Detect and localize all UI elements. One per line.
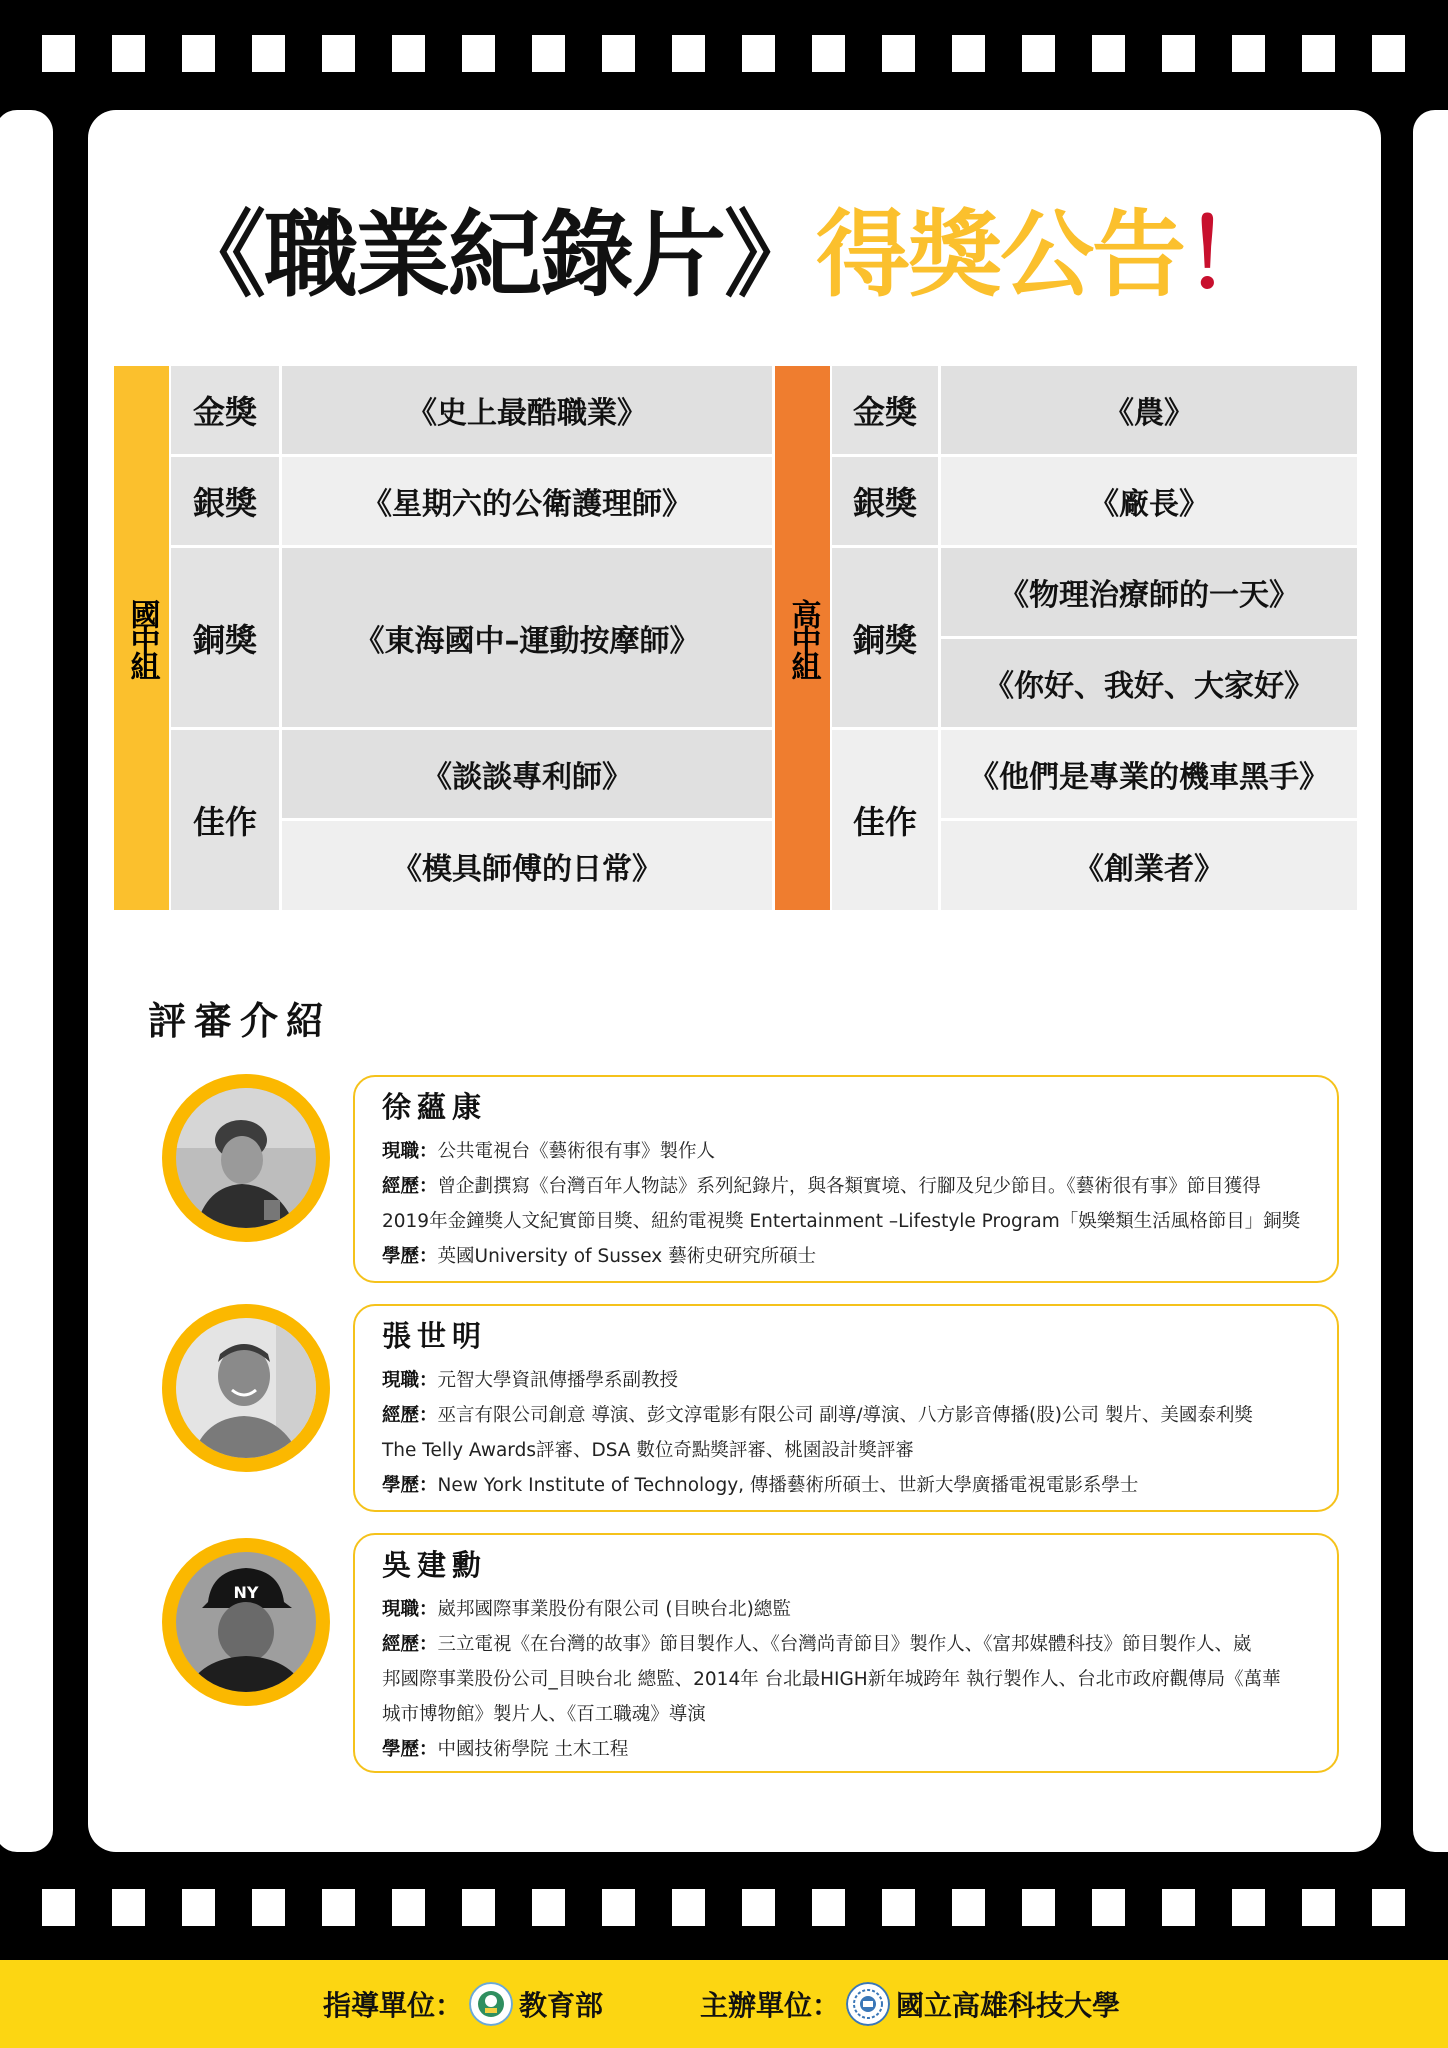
education-label: 學歷: [382, 1475, 420, 1496]
judge-job: 現職：元智大學資訊傳播學系副教授: [382, 1370, 679, 1391]
experience-label: 經歷: [382, 1176, 420, 1197]
judge-experience-line: 曾企劃撰寫《台灣百年人物誌》系列紀錄片，與各類實境、行腳及兒少節目。《藝術很有事》節目獲得: [437, 1176, 1261, 1197]
judges-section-title: 評審介紹: [148, 999, 333, 1043]
judge-education-text: New York Institute of Technology, 傳播藝術所碩士、世新大學廣播電視電影系學士: [437, 1475, 1139, 1496]
senior-merit-label: 佳作: [832, 730, 938, 910]
senior-bronze-entry-2: 《你好、我好、大家好》: [941, 639, 1357, 727]
film-holes-top: [0, 35, 1448, 75]
title-announcement: 得獎公告: [815, 201, 1184, 310]
senior-bronze-label: 銅獎: [832, 548, 938, 727]
junior-bronze-label: 銅獎: [171, 548, 279, 727]
film-hole: [322, 35, 355, 72]
senior-silver-entry: 《廠長》: [941, 457, 1357, 545]
experience-label: 經歷: [382, 1634, 420, 1655]
judge-job: 現職：公共電視台《藝術很有事》製作人: [382, 1141, 716, 1162]
film-hole: [462, 35, 495, 72]
judge-avatar: [162, 1538, 330, 1706]
film-hole: [252, 35, 285, 72]
film-hole: [1022, 35, 1055, 72]
advisor-label: 指導單位：: [323, 1989, 464, 2022]
advisor-name: 教育部: [519, 1989, 604, 2022]
junior-group-bar: [114, 366, 169, 910]
film-hole: [252, 1889, 285, 1926]
judge-experience-line: 城市博物館》製片人、《百工職魂》導演: [382, 1704, 706, 1725]
film-hole: [392, 1889, 425, 1926]
senior-silver-label: 銀獎: [832, 457, 938, 545]
experience-label: 經歷: [382, 1405, 420, 1426]
organizer-name: 國立高雄科技大學: [896, 1989, 1121, 2022]
senior-gold-label: 金獎: [832, 366, 938, 454]
film-hole: [882, 1889, 915, 1926]
film-hole: [882, 35, 915, 72]
education-label: 學歷: [382, 1739, 420, 1760]
judge-job: 現職：崴邦國際事業股份有限公司 (目映台北)總監: [382, 1599, 791, 1620]
judge-education: 學歷：中國技術學院 土木工程: [382, 1739, 629, 1760]
judge-education-text: 中國技術學院 土木工程: [437, 1739, 629, 1760]
advisor: [323, 1960, 603, 2048]
judge-job-text: 崴邦國際事業股份有限公司 (目映台北)總監: [437, 1599, 791, 1620]
film-hole: [1232, 35, 1265, 72]
judge-card: [353, 1075, 1339, 1283]
film-hole: [742, 1889, 775, 1926]
judge-avatar: [162, 1074, 330, 1242]
footer: [0, 1960, 1448, 2048]
judge-experience-line: 2019年金鐘獎人文紀實節目獎、紐約電視獎 Entertainment –Lifestyle Program「娛樂類生活風格節目」銅獎: [382, 1211, 1301, 1232]
education-label: 學歷: [382, 1246, 420, 1267]
film-hole: [1092, 35, 1125, 72]
film-hole: [182, 1889, 215, 1926]
organizer: [700, 1960, 1120, 2048]
senior-merit-entry-1: 《他們是專業的機車黑手》: [941, 730, 1357, 818]
junior-group-label: 國中組: [124, 599, 160, 677]
judge-job-text: 公共電視台《藝術很有事》製作人: [437, 1141, 716, 1162]
judge-avatar: [162, 1304, 330, 1472]
job-label: 現職: [382, 1141, 420, 1162]
junior-bronze-entry: 《東海國中–運動按摩師》: [282, 548, 772, 727]
judge-experience-line: 邦國際事業股份公司_目映台北 總監、2014年 台北最HIGH新年城跨年 執行製作人、台北市政府觀傳局《萬華: [382, 1669, 1281, 1690]
film-hole: [322, 1889, 355, 1926]
film-hole: [532, 1889, 565, 1926]
film-hole: [672, 1889, 705, 1926]
judge-experience: 經歷：曾企劃撰寫《台灣百年人物誌》系列紀錄片，與各類實境、行腳及兒少節目。《藝術很有事》節目獲得: [382, 1176, 1261, 1197]
film-hole: [1302, 35, 1335, 72]
senior-bronze-entry-1: 《物理治療師的一天》: [941, 548, 1357, 636]
film-hole: [532, 35, 565, 72]
judge-name: 張世明: [382, 1319, 488, 1353]
film-hole: [742, 35, 775, 72]
judge-education-text: 英國University of Sussex 藝術史研究所碩士: [437, 1246, 817, 1267]
page-title: [0, 196, 1448, 316]
nkust-logo: [846, 1982, 890, 2026]
film-hole: [602, 1889, 635, 1926]
judge-photo: [176, 1552, 316, 1692]
film-strip-right: [1413, 110, 1448, 1852]
film-hole: [1092, 1889, 1125, 1926]
senior-merit-entry-2: 《創業者》: [941, 821, 1357, 910]
film-hole: [112, 35, 145, 72]
judge-experience-line: 三立電視《在台灣的故事》節目製作人、《台灣尚青節目》製作人、《富邦媒體科技》節目製作人、崴: [437, 1634, 1252, 1655]
judge-card: [353, 1304, 1339, 1512]
junior-merit-label: 佳作: [171, 730, 279, 910]
judge-photo: [176, 1318, 316, 1458]
title-exclamation: ！: [1184, 201, 1277, 310]
film-hole: [672, 35, 705, 72]
film-hole: [42, 1889, 75, 1926]
film-hole: [1162, 1889, 1195, 1926]
judge-experience: 經歷：巫言有限公司創意 導演、彭文淳電影有限公司 副導/導演、八方影音傳播(股)公司 製片、美國泰利獎: [382, 1405, 1253, 1426]
junior-silver-label: 銀獎: [171, 457, 279, 545]
job-label: 現職: [382, 1599, 420, 1620]
film-holes-bottom: [0, 1889, 1448, 1929]
junior-gold-label: 金獎: [171, 366, 279, 454]
film-hole: [1232, 1889, 1265, 1926]
film-hole: [602, 35, 635, 72]
film-hole: [952, 35, 985, 72]
junior-merit-entry-1: 《談談專利師》: [282, 730, 772, 818]
judge-job-text: 元智大學資訊傳播學系副教授: [437, 1370, 679, 1391]
film-hole: [1372, 1889, 1405, 1926]
film-hole: [462, 1889, 495, 1926]
film-hole: [1022, 1889, 1055, 1926]
judge-card: [353, 1533, 1339, 1773]
film-hole: [182, 35, 215, 72]
film-hole: [112, 1889, 145, 1926]
ministry-of-education-logo: [469, 1982, 513, 2026]
film-hole: [392, 35, 425, 72]
junior-gold-entry: 《史上最酷職業》: [282, 366, 772, 454]
senior-group-label: 高中組: [785, 599, 821, 677]
judge-name: 吳建勳: [382, 1548, 488, 1582]
junior-silver-entry: 《星期六的公衛護理師》: [282, 457, 772, 545]
film-hole: [812, 1889, 845, 1926]
judge-experience: 經歷：三立電視《在台灣的故事》節目製作人、《台灣尚青節目》製作人、《富邦媒體科技》節目製作人、崴: [382, 1634, 1252, 1655]
job-label: 現職: [382, 1370, 420, 1391]
judge-education: 學歷：New York Institute of Technology, 傳播藝術所碩士、世新大學廣播電視電影系學士: [382, 1475, 1139, 1496]
judge-name: 徐蘊康: [382, 1090, 488, 1124]
film-hole: [42, 35, 75, 72]
title-documentary: 《職業紀錄片》: [171, 201, 816, 310]
film-hole: [1162, 35, 1195, 72]
senior-group-bar: [775, 366, 830, 910]
judge-education: 學歷：英國University of Sussex 藝術史研究所碩士: [382, 1246, 817, 1267]
judge-experience-line: 巫言有限公司創意 導演、彭文淳電影有限公司 副導/導演、八方影音傳播(股)公司 製片、美國泰利獎: [437, 1405, 1253, 1426]
film-strip-left: [0, 110, 53, 1852]
film-hole: [952, 1889, 985, 1926]
judge-experience-line: The Telly Awards評審、DSA 數位奇點獎評審、桃園設計獎評審: [382, 1440, 914, 1461]
film-hole: [1302, 1889, 1335, 1926]
senior-gold-entry: 《農》: [941, 366, 1357, 454]
judge-photo: [176, 1088, 316, 1228]
film-hole: [812, 35, 845, 72]
junior-merit-entry-2: 《模具師傅的日常》: [282, 821, 772, 910]
film-hole: [1372, 35, 1405, 72]
svg-text:NY: NY: [233, 1583, 259, 1602]
organizer-label: 主辦單位：: [700, 1989, 841, 2022]
